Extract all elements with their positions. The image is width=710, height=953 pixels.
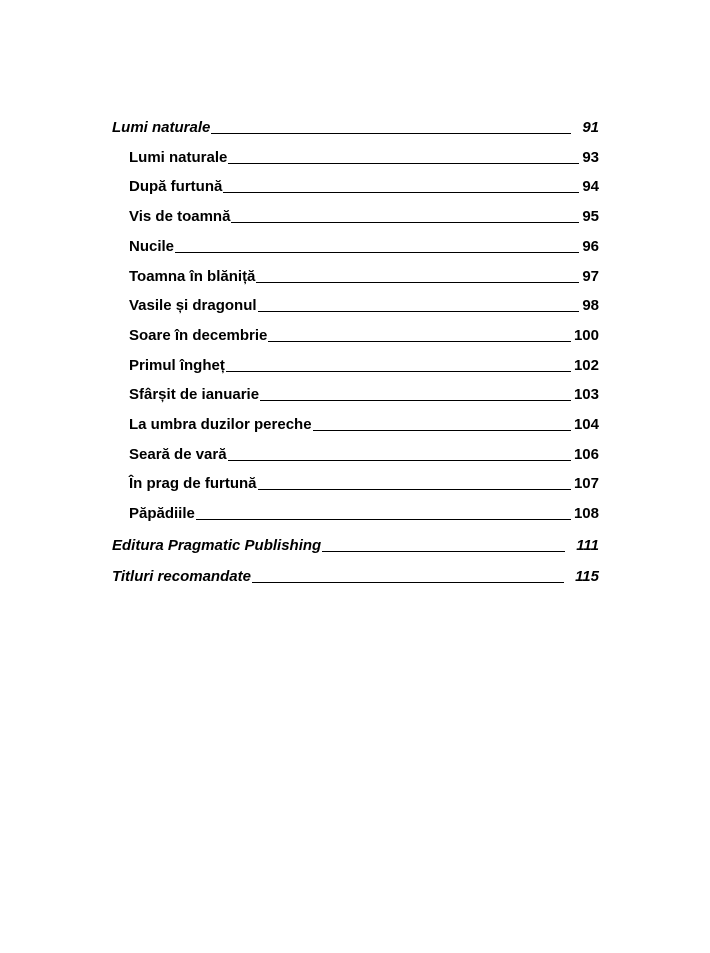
toc-entry[interactable] [129, 385, 599, 405]
toc-entry-title: La umbra duzilor pereche [129, 416, 312, 433]
toc-entry-page: 94 [582, 178, 599, 195]
toc-entry-page: 98 [582, 297, 599, 314]
toc-entry[interactable] [129, 445, 599, 465]
toc-leader-line [268, 341, 571, 342]
toc-entry[interactable] [129, 356, 599, 376]
toc-leader-line [226, 371, 571, 372]
toc-entry[interactable] [129, 267, 599, 287]
toc-leader-line [258, 489, 571, 490]
toc-entry-title: În prag de furtună [129, 475, 257, 492]
toc-entry-title: Vis de toamnă [129, 208, 231, 225]
toc-leader-line [313, 430, 571, 431]
toc-leader-line [258, 311, 580, 312]
toc-entry-page: 91 [582, 119, 599, 136]
toc-entry-title: Păpădiile [129, 505, 195, 522]
toc-entry-title: Titluri recomandate [112, 568, 251, 585]
toc-leader-line [322, 551, 565, 552]
toc-entry[interactable] [129, 296, 599, 316]
toc-leader-line [228, 460, 571, 461]
toc-entry-title: Toamna în blăniță [129, 268, 256, 285]
toc-entry-page: 100 [573, 327, 599, 344]
toc-entry-title: Seară de vară [129, 446, 227, 463]
toc-entry[interactable] [129, 415, 599, 435]
toc-leader-line [256, 282, 579, 283]
toc-leader-line [252, 582, 564, 583]
toc-entry-title: După furtună [129, 178, 223, 195]
toc-leader-line [228, 163, 579, 164]
toc-entry-page: 106 [573, 446, 599, 463]
toc-entry-page: 102 [573, 357, 599, 374]
toc-entry[interactable] [112, 536, 599, 556]
toc-entry[interactable] [129, 207, 599, 227]
toc-entry-title: Vasile și dragonul [129, 297, 257, 314]
toc-entry-page: 107 [573, 475, 599, 492]
toc-entry-title: Soare în decembrie [129, 327, 268, 344]
toc-entry[interactable] [129, 177, 599, 197]
toc-entry-page: 97 [582, 268, 599, 285]
toc-leader-line [223, 192, 579, 193]
toc-entry-title: Primul îngheț [129, 357, 225, 374]
toc-entry-page: 103 [573, 386, 599, 403]
toc-entry-page: 95 [582, 208, 599, 225]
toc-entry-title: Lumi naturale [129, 149, 228, 166]
toc-entry[interactable] [129, 326, 599, 346]
toc-entry-title: Sfârșit de ianuarie [129, 386, 260, 403]
toc-leader-line [260, 400, 571, 401]
toc-leader-line [231, 222, 579, 223]
toc-entry-title: Editura Pragmatic Publishing [112, 537, 322, 554]
toc-entry-page: 111 [576, 537, 599, 554]
toc-entry-page: 108 [573, 505, 599, 522]
toc-entry[interactable] [112, 567, 599, 587]
toc-entry[interactable] [112, 118, 599, 138]
toc-entry[interactable] [129, 474, 599, 494]
toc-entry-page: 93 [582, 149, 599, 166]
toc-entry-title: Lumi naturale [112, 119, 211, 136]
toc-entry-title: Nucile [129, 238, 175, 255]
toc-entry[interactable] [129, 504, 599, 524]
toc-leader-line [211, 133, 571, 134]
toc-leader-line [175, 252, 579, 253]
toc-entry[interactable] [129, 237, 599, 257]
toc-leader-line [196, 519, 571, 520]
toc-entry-page: 96 [582, 238, 599, 255]
toc-entry-page: 115 [575, 568, 599, 585]
toc-entry[interactable] [129, 148, 599, 168]
toc-entry-page: 104 [573, 416, 599, 433]
